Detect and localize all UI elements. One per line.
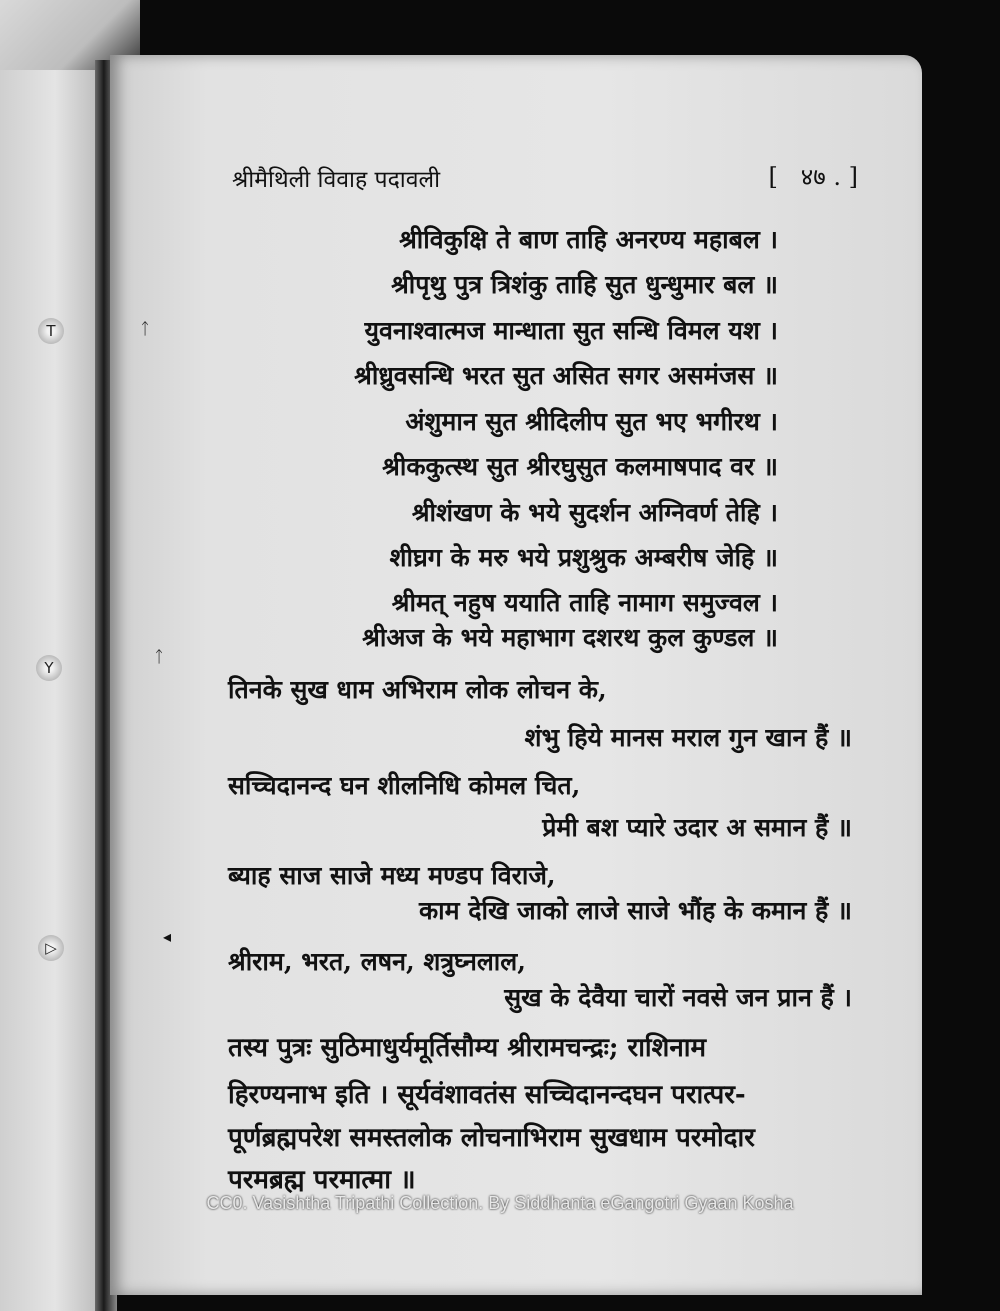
kavitt-line: सच्चिदानन्द घन शीलनिधि कोमल चित, (228, 771, 581, 800)
kavitt-line: शंभु हिये मानस मराल गुन खान हैं ॥ (524, 723, 852, 752)
kavitt-line: तिनके सुख धाम अभिराम लोक लोचन के, (228, 675, 607, 704)
verse-line: श्रीध्रुवसन्धि भरत सुत असित सगर असमंजस ॥ (354, 361, 778, 390)
kavitt-line: श्रीराम, भरत, लषन, शत्रुघ्नलाल, (228, 947, 526, 976)
verse-line: अंशुमान सुत श्रीदिलीप सुत भए भगीरथ । (405, 407, 778, 436)
verse-line: श्रीअज के भये महाभाग दशरथ कुल कुण्डल ॥ (362, 623, 778, 652)
kavitt-line: प्रेमी बश प्यारे उदार अ समान हैं ॥ (542, 813, 852, 842)
binding-hole-icon: Y (36, 655, 62, 681)
kavitt-line: सुख के देवैया चारों नवसे जन प्रान हैं । (504, 983, 852, 1012)
prose-line: परमब्रह्म परमात्मा ॥ (228, 1165, 416, 1195)
verse-line: शीघ्रग के मरु भये प्रशुश्रुक अम्बरीष जेहि ॥ (389, 543, 778, 572)
verse-line: श्रीमत् नहुष ययाति ताहि नामाग समुज्वल । (391, 588, 778, 617)
prose-line: तस्य पुत्रः सुठिमाधुर्यमूर्तिसौम्य श्रीरामचन्द्रः; राशिनाम (228, 1033, 707, 1063)
stitch-mark-icon: ᛏ (154, 647, 164, 666)
stitch-mark-icon: ◂ (162, 927, 172, 946)
prose-line: हिरण्यनाभ इति । सूर्यवंशावतंस सच्चिदानन्दघन परात्पर- (228, 1080, 746, 1110)
prose-line: पूर्णब्रह्मपरेश समस्तलोक लोचनाभिराम सुखधाम परमोदार (228, 1123, 755, 1153)
verse-line: युवनाश्वात्मज मान्धाता सुत सन्धि विमल यश । (364, 316, 778, 345)
footer-watermark: CC0. Vasishtha Tripathi Collection. By Siddhanta eGangotri Gyaan Kosha (206, 1193, 794, 1213)
verse-line: श्रीविकुक्षि ते बाण ताहि अनरण्य महाबल । (399, 225, 778, 254)
kavitt-line: ब्याह साज साजे मध्य मण्डप विराजे, (228, 861, 556, 890)
binding-hole-icon: ▷ (38, 935, 64, 961)
running-head: श्रीमैथिली विवाह पदावली (232, 167, 441, 193)
verse-line: श्रीपृथु पुत्र त्रिशंकु ताहि सुत धुन्धुमार बल ॥ (391, 270, 778, 299)
verse-line: श्रीककुत्स्थ सुत श्रीरघुसुत कलमाषपाद वर ॥ (382, 452, 778, 481)
stitch-mark-icon: ᛏ (140, 319, 150, 338)
left-page (0, 70, 100, 1311)
page-number: [ ४७ . ] (768, 163, 858, 191)
kavitt-line: काम देखि जाको लाजे साजे भौंह के कमान हैं ॥ (418, 896, 852, 925)
binding-hole-icon: T (38, 318, 64, 344)
verse-line: श्रीशंखण के भये सुदर्शन अग्निवर्ण तेहि । (411, 498, 778, 527)
